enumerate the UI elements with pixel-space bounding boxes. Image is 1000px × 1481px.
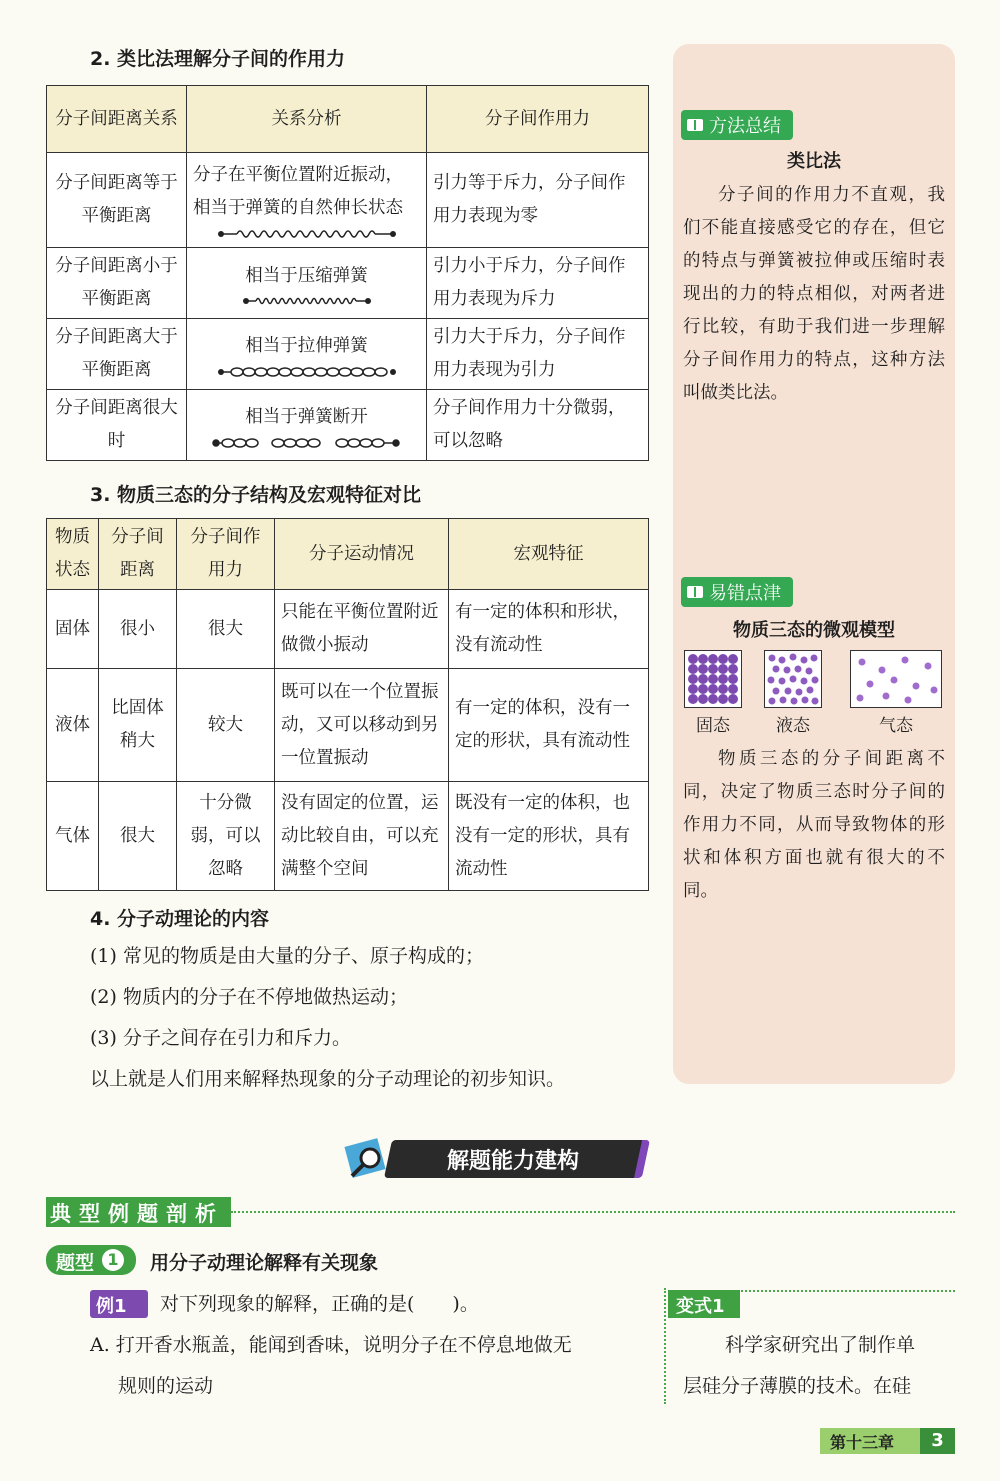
state-cell: 液体	[47, 669, 99, 782]
type-badge-label: 题型	[56, 1252, 95, 1274]
macro-cell: 有一定的体积，没有一定的形状，具有流动性	[449, 669, 649, 782]
table-row	[47, 590, 649, 669]
method-text: 分子间的作用力不直观，我们不能直接感受它的存在，但它的特点与弹簧被拉伸或压缩时表现出的力的特点相似，对两者进行比较，有助于我们进一步理解分子间作用力的特点，这种方法叫做类比法。	[683, 185, 945, 403]
analysis-cell	[187, 319, 427, 390]
analysis-cell	[187, 390, 427, 461]
spring-stretched-icon	[217, 365, 397, 379]
distance-cell: 比固体稍大	[99, 669, 177, 782]
spring-compressed-icon	[242, 295, 372, 307]
table-row	[47, 153, 649, 248]
section-banner	[340, 1136, 640, 1180]
method-summary-label: 方法总结	[709, 116, 781, 137]
header-distance: 分子间距离	[99, 519, 177, 590]
header-force: 分子间作用力	[177, 519, 275, 590]
option-a-line1: A. 打开香水瓶盖，能闻到香味，说明分子在不停息地做无	[90, 1334, 572, 1356]
motion-cell: 既可以在一个位置振动，又可以移动到另一位置振动	[275, 669, 449, 782]
analysis-cell	[187, 153, 427, 248]
theory-item-1: (1) 常见的物质是由大量的分子、原子构成的；	[90, 945, 484, 967]
force-cell: 引力大于斥力，分子间作用力表现为引力	[427, 319, 649, 390]
typical-divider	[231, 1211, 955, 1213]
state-cell: 气体	[47, 782, 99, 891]
page-number: 3	[920, 1428, 955, 1454]
force-cell: 十分微弱，可以忽略	[177, 782, 275, 891]
error-tips-tag	[681, 577, 793, 607]
force-cell: 很大	[177, 590, 275, 669]
macro-cell: 既没有一定的体积，也没有一定的形状，具有流动性	[449, 782, 649, 891]
solid-model-icon	[684, 650, 742, 708]
force-cell: 较大	[177, 669, 275, 782]
relation-cell: 分子间距离大于平衡距离	[47, 319, 187, 390]
theory-item-2: (2) 物质内的分子在不停地做热运动；	[90, 986, 408, 1008]
relation-cell: 分子间距离等于平衡距离	[47, 153, 187, 248]
analysis-cell	[187, 248, 427, 319]
variant-divider	[664, 1288, 666, 1404]
gas-label: 气态	[879, 716, 913, 736]
table-row	[47, 782, 649, 891]
motion-cell: 没有固定的位置，运动比较自由，可以充满整个空间	[275, 782, 449, 891]
banner-title: 解题能力建构	[446, 1149, 579, 1174]
liquid-label: 液态	[776, 716, 810, 736]
example-question: 对下列现象的解释，正确的是( )。	[160, 1293, 479, 1315]
footer-chapter: 第十三章	[830, 1433, 895, 1452]
section4-heading: 4. 分子动理论的内容	[90, 908, 270, 930]
spring-broken-icon	[212, 436, 402, 450]
book-icon	[687, 586, 703, 598]
section2-heading: 2. 类比法理解分子间的作用力	[90, 48, 346, 70]
theory-item-3: (3) 分子之间存在引力和斥力。	[90, 1027, 351, 1049]
table-row	[47, 319, 649, 390]
variant-text-1: 科学家研究出了制作单	[725, 1334, 916, 1356]
analysis-text: 相当于压缩弹簧	[245, 265, 368, 286]
section3-heading: 3. 物质三态的分子结构及宏观特征对比	[90, 484, 422, 506]
method-summary-tag	[681, 110, 793, 140]
variant-badge-label: 变式1	[676, 1296, 725, 1317]
header-motion: 分子运动情况	[275, 519, 449, 590]
relation-cell: 分子间距离很大时	[47, 390, 187, 461]
analysis-text: 分子在平衡位置附近振动，相当于弹簧的自然伸长状态	[193, 165, 403, 218]
model-title: 物质三态的微观模型	[733, 620, 895, 641]
states-comparison-table	[46, 518, 649, 891]
theory-summary: 以上就是人们用来解释热现象的分子动理论的初步知识。	[90, 1068, 566, 1090]
book-icon	[687, 119, 703, 131]
header-analysis: 关系分析	[187, 86, 427, 153]
method-title: 类比法	[787, 151, 841, 172]
liquid-model-icon	[764, 650, 822, 708]
motion-cell: 只能在平衡位置附近做微小振动	[275, 590, 449, 669]
table-row	[47, 390, 649, 461]
force-cell: 引力小于斥力，分子间作用力表现为斥力	[427, 248, 649, 319]
macro-cell: 有一定的体积和形状，没有流动性	[449, 590, 649, 669]
distance-cell: 很大	[99, 782, 177, 891]
variant-text-2: 层硅分子薄膜的技术。在硅	[683, 1375, 912, 1397]
solid-label: 固态	[696, 716, 730, 736]
relation-cell: 分子间距离小于平衡距离	[47, 248, 187, 319]
force-analogy-table	[46, 85, 649, 461]
force-cell: 分子间作用力十分微弱，可以忽略	[427, 390, 649, 461]
type-text: 用分子动理论解释有关现象	[150, 1252, 379, 1274]
header-state: 物质状态	[47, 519, 99, 590]
gas-model-icon	[850, 650, 942, 708]
header-relation: 分子间距离关系	[47, 86, 187, 153]
distance-cell: 很小	[99, 590, 177, 669]
option-a-line2: 规则的运动	[118, 1375, 214, 1397]
typical-title: 典型例题剖析	[50, 1202, 224, 1226]
state-cell: 固体	[47, 590, 99, 669]
error-tips-label: 易错点津	[709, 583, 781, 604]
analysis-text: 相当于弹簧断开	[245, 406, 368, 427]
analysis-text: 相当于拉伸弹簧	[245, 335, 368, 356]
type-number: 1	[102, 1249, 124, 1271]
example-badge-label: 例1	[96, 1296, 127, 1317]
header-force: 分子间作用力	[427, 86, 649, 153]
header-macro: 宏观特征	[449, 519, 649, 590]
error-text: 物质三态的分子间距离不同，决定了物质三态时分子间的作用力不同，从而导致物体的形状和体积方面也就有很大的不同。	[683, 749, 945, 901]
table-header-row	[47, 86, 649, 153]
table-row	[47, 248, 649, 319]
spring-natural-icon	[217, 227, 397, 241]
force-cell: 引力等于斥力，分子间作用力表现为零	[427, 153, 649, 248]
table-row	[47, 669, 649, 782]
table-header-row	[47, 519, 649, 590]
